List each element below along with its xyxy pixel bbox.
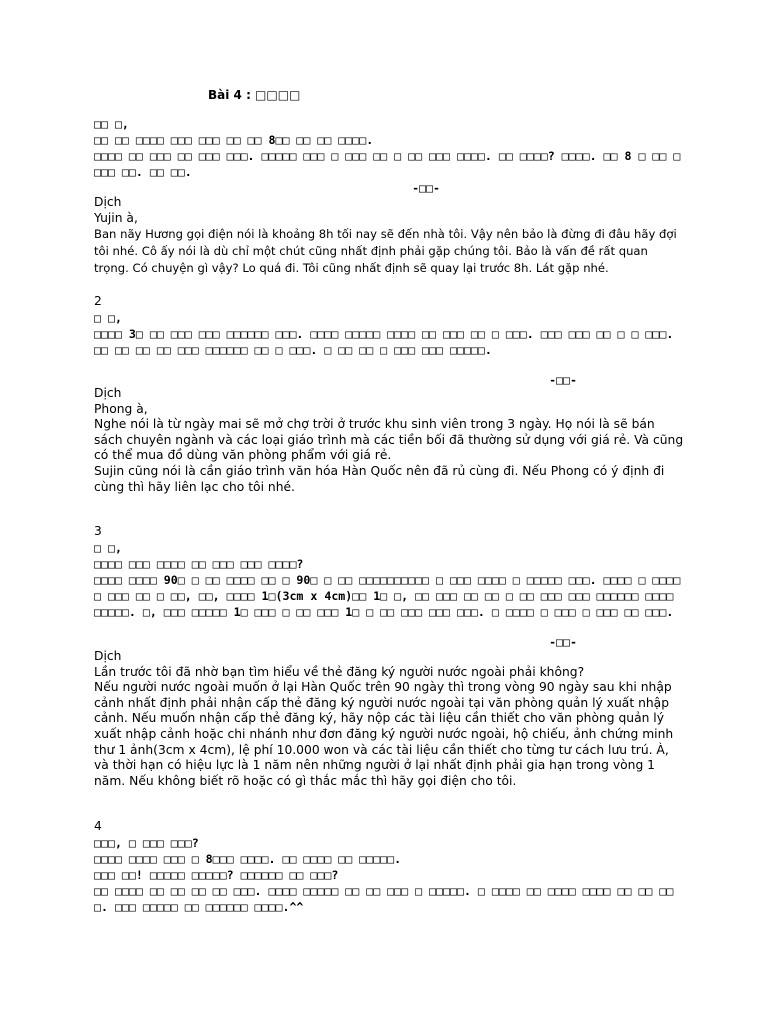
document-title: Bài 4 : □□□□ [208,88,301,102]
korean-line: □□□□ □□□□ □□□ □ 8□□□ □□□□. □□ □□□□ □□ □□□□□. [94,851,402,866]
translation-line: Ban nãy Hương gọi điện nói là khoảng 8h tối nay sẽ đến nhà tôi. Vậy nên bảo là đừng đi đâu hãy đợi tôi nhé. Cô ấy nói là dù chỉ một chút cũng nhất định phải gặp chúng tôi. Bảo là vấn đề rất quan trọng. Có chuyện gì vậy? Lo quá đi. Tôi cũng nhất định sẽ quay lại trước 8h. Lát gặp nhé. [94,227,677,276]
translation-line: Nghe nói là từ ngày mai sẽ mở chợ trời ở trước khu sinh viên trong 3 ngày. Họ nói là sẽ bán sách chuyên ngành và các loại giáo trình mà các tiền bối đã thường sử dụng với giá rẻ. Và cũng có thể mua đồ dùng văn phòng phẩm với giá rẻ. [94,417,684,463]
translation-line: Lần trước tôi đã nhờ bạn tìm hiểu về thẻ đăng ký người nước ngoài phải không? [94,664,585,679]
translation-line: Nếu người nước ngoài muốn ở lại Hàn Quốc trên 90 ngày thì trong vòng 90 ngày sau khi nhập cảnh nhất định phải nhận cấp thẻ đăng ký người nước ngoài tại văn phòng quản lý xuất nhập cảnh. Nếu muốn nhận cấp thẻ đăng ký, hãy nộp các tài liệu cần thiết cho văn phòng quản lý xuất nhập cảnh hoặc chi nhánh như đơn đăng ký người nước ngoài, hộ chiếu, ảnh chứng minh thư 1 ảnh(3cm x 4cm), lệ phí 10.000 won và các tài liệu cần thiết cho từng tư cách lưu trú. À, và thời hạn có hiệu lực là 1 năm nên những người ở lại nhất định phải gia hạn trong vòng 1 năm. Nếu không biết rõ hoặc có gì thắc mắc thì hãy gọi điện cho tôi. [94,680,674,788]
korean-line: □□ □, [94,117,129,131]
korean-line: □□□, □ □□□ □□□? [94,835,199,850]
section-number: 4 [94,819,102,833]
translation-line: Yujin à, [94,210,138,225]
section-1-signature-wrap [94,180,440,196]
section-1-translation [94,195,684,277]
translation-label: Dịch [94,386,122,400]
section-number: 2 [94,294,102,308]
section-3-signature-wrap [94,634,577,650]
section-1 [94,116,684,180]
korean-line: □□□□ □□□□ 90□ □ □□ □□□□ □□ □ 90□ □ □□ □□□□□□□□□□ □ □□□ □□□□ □ □□□□□ □□□. □□□□ □ □□□□□ □□□ □□ □ □□, □□, □□□□ 1□(3cm x 4cm)□□ 1□ □, □□ □□□ □□ □□ □ □□ □□□ □□□ □□□□□□ □□□□ □□□□□. □, □□□ □□□□□ 1□ □□□ □ □□ □□□ 1□ □ □□ □□□ □□□ □□□. □ □□□□ □ □□□ □ □□□ □□ □□□. [94,572,681,619]
signature: -□□- [412,181,440,195]
korean-line: □□ □□□□ □□ □□ □□ □□ □□□. □□□□ □□□□□ □□ □□ □□□ □ □□□□□. □ □□□□ □□ □□□□ □□□□ □□ □□ □□□. □□□ □□□□□ □□ □□□□□□ □□□□.^^ [94,883,674,914]
korean-line: □□□ □□! □□□□□ □□□□□? □□□□□□ □□ □□□? [94,867,339,882]
section-4 [94,819,684,915]
translation-label: Dịch [94,195,122,209]
translation-label: Dịch [94,649,122,663]
signature: -□□- [549,373,577,387]
korean-line: □□□□ □□□ □□□□ □□ □□□ □□□ □□□□? [94,556,304,571]
translation-line: Phong à, [94,401,148,416]
korean-line: □ □, [94,540,122,555]
section-2 [94,294,684,358]
korean-line: □□□□ □□ □□□ □□ □□□ □□□. □□□□□ □□□ □ □□□ □□ □ □□ □□□ □□□□. □□ □□□□? □□□□. □□ 8 □ □□ □ □□□ □□. □□ □□. [94,149,681,179]
section-3-translation [94,649,684,789]
translation-line: Sujin cũng nói là cần giáo trình văn hóa Hàn Quốc nên đã rủ cùng đi. Nếu Phong có ý định đi cùng thì hãy liên lạc cho tôi nhé. [94,463,665,494]
korean-line: □ □, [94,310,122,325]
korean-line: □□ □□ □□□□ □□□ □□□ □□ □□ 8□□ □□ □□ □□□□. [94,133,374,147]
korean-line: □□ □□ □□ □□ □□□ □□□□□□ □□ □ □□□. □ □□ □□ □ □□□ □□□ □□□□□. [94,342,492,357]
section-2-translation [94,386,684,495]
section-3 [94,524,684,620]
section-number: 3 [94,524,102,538]
signature: -□□- [549,635,577,649]
korean-line: □□□□ 3□ □□ □□□ □□□ □□□□□□ □□□. □□□□ □□□□□ □□□□ □□ □□□ □□ □ □□□. □□□ □□□ □□ □ □ □□□. [94,326,674,341]
